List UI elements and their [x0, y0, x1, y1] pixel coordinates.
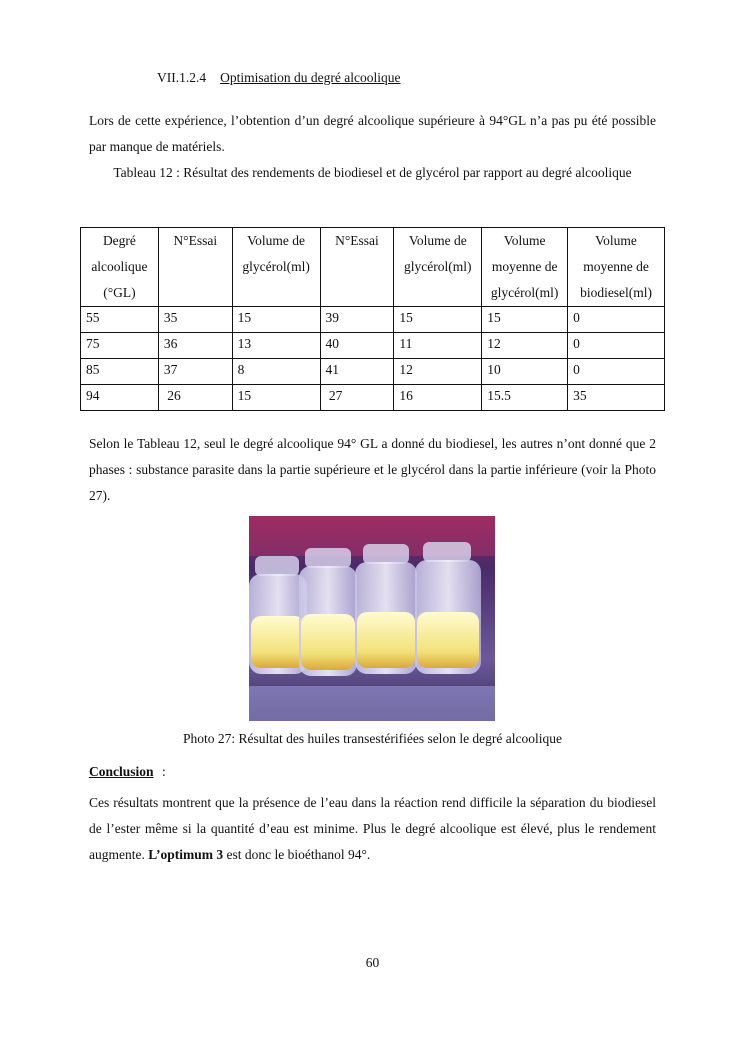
table-row	[81, 385, 665, 411]
table-row	[81, 359, 665, 385]
table-cell: 10	[482, 359, 568, 385]
table-caption: Tableau 12 : Résultat des rendements de biodiesel et de glycérol par rapport au degré alcoolique	[113, 165, 632, 180]
table-cell: 12	[482, 333, 568, 359]
conclusion-text-after: est donc le bioéthanol 94°.	[223, 847, 371, 862]
bottle-2	[299, 548, 357, 676]
table-cell: 15	[232, 385, 320, 411]
table-cell: 39	[320, 307, 394, 333]
table-cell: 15.5	[482, 385, 568, 411]
conclusion-colon: :	[162, 764, 166, 779]
table-cell: 0	[568, 333, 665, 359]
section-heading	[157, 70, 400, 86]
table-cell: 15	[232, 307, 320, 333]
bottle-3	[355, 544, 417, 674]
table-cell: 27	[320, 385, 394, 411]
table-cell: 36	[158, 333, 232, 359]
table-row	[81, 307, 665, 333]
header-cell: Volume moyenne de glycérol(ml)	[482, 228, 568, 307]
header-cell: Volume moyenne de biodiesel(ml)	[568, 228, 665, 307]
photo-caption: Photo 27: Résultat des huiles transestérifiées selon le degré alcoolique	[182, 731, 563, 746]
table-header-row	[81, 228, 665, 307]
conclusion-paragraph	[89, 790, 656, 868]
table-row	[81, 333, 665, 359]
bottles-photo	[249, 516, 495, 721]
table-cell: 13	[232, 333, 320, 359]
section-title: Optimisation du degré alcoolique	[220, 70, 401, 85]
header-cell: Volume de glycérol(ml)	[232, 228, 320, 307]
table-cell: 35	[158, 307, 232, 333]
bottle-4	[415, 542, 481, 674]
section-number: VII.1.2.4	[157, 70, 207, 85]
intro-paragraph: Lors de cette expérience, l’obtention d’un degré alcoolique supérieure à 94°GL n’a pas pu été possible par manque de matériels.	[89, 113, 656, 154]
table-cell: 8	[232, 359, 320, 385]
table-cell: 75	[81, 333, 159, 359]
table-cell: 12	[394, 359, 482, 385]
header-cell: N°Essai	[158, 228, 232, 307]
table-cell: 40	[320, 333, 394, 359]
conclusion-title: Conclusion	[89, 764, 154, 779]
table-cell: 35	[568, 385, 665, 411]
page-number: 60	[365, 955, 380, 970]
table-cell: 15	[394, 307, 482, 333]
table-cell: 37	[158, 359, 232, 385]
table-cell: 41	[320, 359, 394, 385]
table-cell: 0	[568, 307, 665, 333]
header-cell: Volume de glycérol(ml)	[394, 228, 482, 307]
table-cell: 16	[394, 385, 482, 411]
table-cell: 55	[81, 307, 159, 333]
table-cell: 94	[81, 385, 159, 411]
table-cell: 85	[81, 359, 159, 385]
analysis-paragraph: Selon le Tableau 12, seul le degré alcoolique 94° GL a donné du biodiesel, les autres n’ont donné que 2 phases : substance parasite dans la partie supérieure et le glycérol dans la partie inférieure (voir la Photo 27).	[89, 436, 656, 503]
table-cell: 26	[158, 385, 232, 411]
table-cell: 11	[394, 333, 482, 359]
table-cell: 0	[568, 359, 665, 385]
conclusion-bold: L’optimum 3	[148, 847, 224, 862]
conclusion-text-before: Ces résultats montrent que la présence de l’eau dans la réaction rend difficile la séparation du biodiesel de l’ester même si la quantité d’eau est minime. Plus le degré alcoolique est élevé, plus le rendement augmente.	[89, 795, 656, 862]
header-cell: N°Essai	[320, 228, 394, 307]
results-table	[80, 227, 665, 411]
header-cell: Degré alcoolique (°GL)	[81, 228, 159, 307]
table-cell: 15	[482, 307, 568, 333]
